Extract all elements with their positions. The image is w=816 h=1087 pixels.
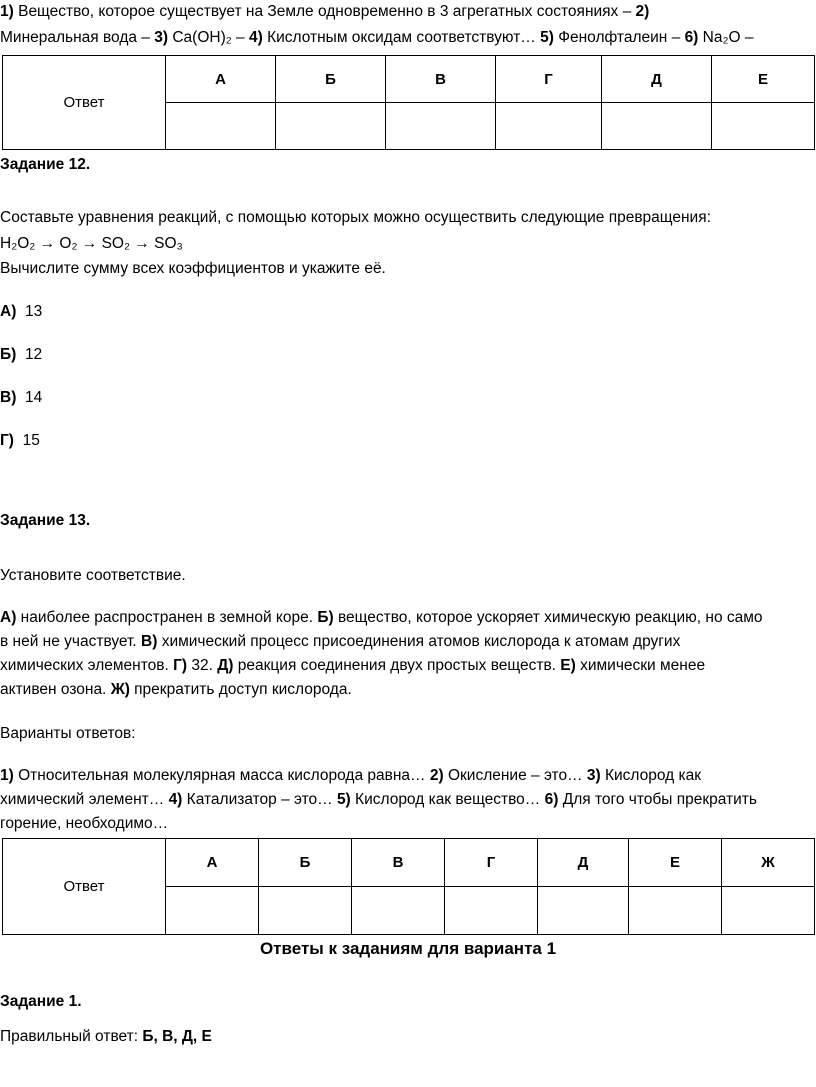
item-letter: Ж) [110,681,130,698]
item-text: химически менее [575,657,706,674]
item-text: химических элементов. [0,657,174,674]
answer-label: Ответ [3,56,166,150]
top-line-1 [0,2,649,22]
answer-table-1 [2,55,815,150]
matching-items-line [0,656,705,676]
answers-section-title: Ответы к заданиям для варианта 1 [259,939,557,958]
answer-cell[interactable] [276,103,386,150]
option-value: 13 [24,303,43,320]
item-text: Относительная молекулярная масса кислорода равна… [13,767,430,784]
answer-table-2 [2,838,815,935]
item-letter: Б) [317,609,334,626]
answer-cell[interactable] [496,103,602,150]
variants-line [0,814,168,834]
item-number: 6) [544,791,559,808]
column-header: Б [276,56,386,103]
item-letter: Е) [560,657,576,674]
item-text: реакция соединения двух простых веществ. [233,657,561,674]
answer-cell[interactable] [166,103,276,150]
column-header: Ж [722,839,815,887]
item-letter: В) [141,633,158,650]
option-letter: А) [0,303,17,320]
item-text: Катализатор – это… [182,791,337,808]
item-text: 32. [187,657,218,674]
answer-cell[interactable] [538,887,629,935]
item-number: 6) [684,29,699,46]
column-header: Б [259,839,352,887]
item-letter: А) [0,609,17,626]
item-number: 4) [168,791,183,808]
answer-cell[interactable] [259,887,352,935]
option-value: 15 [22,432,40,449]
answer-cell[interactable] [629,887,722,935]
item-number: 1) [0,767,14,784]
item-number: 3) [154,29,169,46]
option-letter: Б) [0,346,17,363]
variants-label: Варианты ответов: [0,725,136,742]
option-value: 14 [24,389,43,406]
item-number: 5) [540,29,554,46]
matching-items-line [0,632,680,652]
answer-cell[interactable] [166,887,259,935]
correct-answer [0,1027,212,1047]
answer-label: Ответ [3,839,166,935]
item-text: Окисление – это… [443,767,587,784]
task-12-question: Вычислите сумму всех коэффициентов и укажите её. [0,260,386,277]
item-text: горение, необходимо… [0,815,169,832]
variants-line [0,790,757,810]
option-a[interactable] [0,302,42,322]
correct-answer-value: Б, В, Д, Е [142,1028,212,1045]
item-text: химический процесс присоединения атомов кислорода к атомам других [157,633,681,650]
column-header: А [166,839,259,887]
top-line-2 [0,28,753,48]
item-text: химический элемент… [0,791,169,808]
item-number: 3) [586,767,601,784]
item-number: 4) [248,29,263,46]
option-v[interactable] [0,388,42,408]
column-header: Е [629,839,722,887]
column-header: Д [538,839,629,887]
item-text: Минеральная вода – [0,29,155,46]
option-b[interactable] [0,345,42,365]
matching-items-line [0,608,763,628]
column-header: Е [712,56,815,103]
variants-line [0,766,701,786]
matching-items-line [0,680,352,700]
item-text: Кислород как вещество… [350,791,545,808]
correct-answer-label: Правильный ответ: [0,1028,143,1045]
option-letter: Г) [0,432,14,449]
item-text: Ca(OH)₂ – [168,29,249,46]
item-text: Na₂O – [698,29,754,46]
task-12-prompt: Составьте уравнения реакций, с помощью которых можно осуществить следующие превращения: [0,209,711,226]
task-1-title: Задание 1. [0,993,82,1010]
item-letter: Г) [173,657,188,674]
answer-cell[interactable] [722,887,815,935]
column-header: Г [445,839,538,887]
column-header: Г [496,56,602,103]
item-text: вещество, которое ускоряет химическую реакцию, но само [333,609,763,626]
option-g[interactable] [0,431,40,451]
item-text: Вещество, которое существует на Земле одновременно в 3 агрегатных состояниях – [13,3,636,20]
item-number: 2) [429,767,444,784]
task-12-title: Задание 12. [0,156,91,173]
option-letter: В) [0,389,17,406]
item-text: в ней не участвует. [0,633,142,650]
item-number: 2) [635,3,650,20]
column-header: Д [602,56,712,103]
option-value: 12 [24,346,43,363]
column-header: В [386,56,496,103]
task-12-chain: H₂O₂ → O₂ → SO₂ → SO₃ [0,235,183,252]
column-header: В [352,839,445,887]
item-number: 1) [0,3,14,20]
item-text: наиболее распространен в земной коре. [16,609,318,626]
answer-cell[interactable] [386,103,496,150]
item-number: 5) [336,791,351,808]
item-text: Кислотным оксидам соответствуют… [262,29,541,46]
answer-cell[interactable] [712,103,815,150]
answer-cell[interactable] [602,103,712,150]
item-text: активен озона. [0,681,111,698]
item-text: прекратить доступ кислорода. [129,681,352,698]
answer-cell[interactable] [352,887,445,935]
item-letter: Д) [217,657,234,674]
task-13-title: Задание 13. [0,512,91,529]
item-text: Кислород как [600,767,702,784]
item-text: Для того чтобы прекратить [558,791,757,808]
task-13-prompt: Установите соответствие. [0,567,186,584]
answer-cell[interactable] [445,887,538,935]
column-header: А [166,56,276,103]
item-text: Фенолфталеин – [553,29,685,46]
